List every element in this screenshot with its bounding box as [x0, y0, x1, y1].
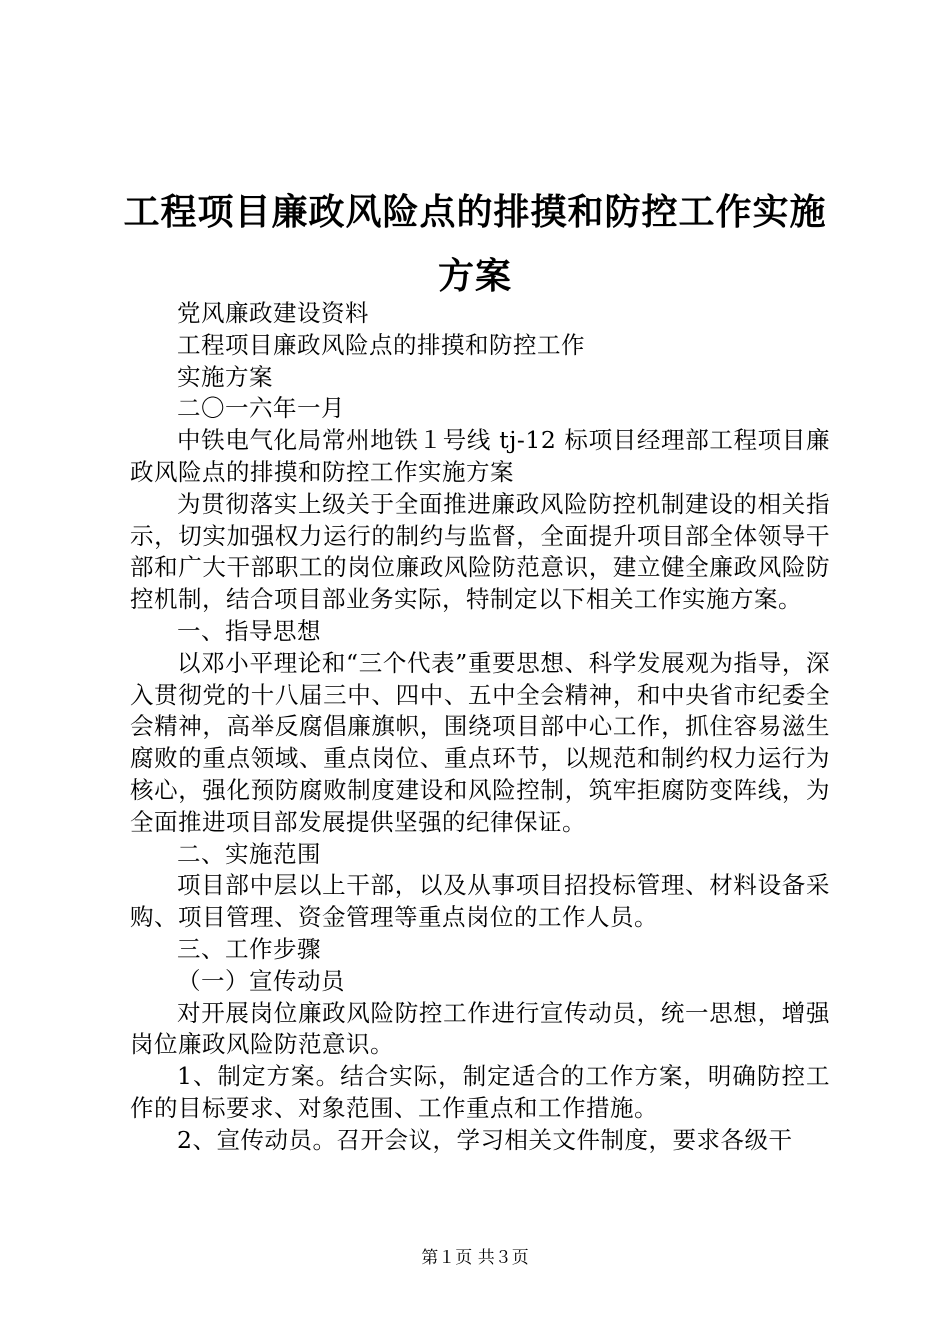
- subsection-heading: （一）宣传动员: [177, 966, 345, 995]
- paragraph: 实施方案: [177, 362, 273, 391]
- section-heading: 一、指导思想: [177, 616, 321, 645]
- paragraph: 2、宣传动员。召开会议，学习相关文件制度，要求各级干: [177, 1125, 793, 1154]
- paragraph: 中铁电气化局常州地铁１号线 tj-12 标项目经理部工程项目廉政风险点的排摸和防控工作实施方案: [130, 426, 830, 486]
- paragraph: 1、制定方案。结合实际，制定适合的工作方案，明确防控工作的目标要求、对象范围、工作重点和工作措施。: [130, 1062, 830, 1122]
- paragraph: 二〇一六年一月: [177, 394, 345, 423]
- document-title: 工程项目廉政风险点的排摸和防控工作实施方案: [123, 191, 827, 297]
- paragraph: 党风廉政建设资料: [177, 299, 369, 327]
- section-heading: 三、工作步骤: [177, 934, 321, 963]
- paragraph: 对开展岗位廉政风险防控工作进行宣传动员，统一思想，增强岗位廉政风险防范意识。: [130, 998, 830, 1059]
- paragraph: 以邓小平理论和“三个代表”重要思想、科学发展观为指导，深入贯彻党的十八届三中、四中、五中全会精神，和中央省市纪委全会精神，高举反腐倡廉旗帜，围绕项目部中心工作，抓住容易滋生腐败的重点领域、重点岗位、重点环节，以规范和制约权力运行为核心，强化预防腐败制度建设和风险控制，筑牢拒腐防变阵线，为全面推进项目部发展提供坚强的纪律保证。: [130, 648, 830, 836]
- page-number-footer: 第１页 共３页: [421, 1248, 529, 1268]
- section-heading: 二、实施范围: [177, 839, 321, 868]
- document-body: [130, 298, 830, 1157]
- paragraph: 工程项目廉政风险点的排摸和防控工作: [177, 330, 585, 359]
- paragraph: 为贯彻落实上级关于全面推进廉政风险防控机制建设的相关指示，切实加强权力运行的制约与监督，全面提升项目部全体领导干部和广大干部职工的岗位廉政风险防范意识，建立健全廉政风险防控机制，结合项目部业务实际，特制定以下相关工作实施方案。: [130, 489, 830, 614]
- paragraph: 项目部中层以上干部，以及从事项目招投标管理、材料设备采购、项目管理、资金管理等重点岗位的工作人员。: [130, 871, 830, 932]
